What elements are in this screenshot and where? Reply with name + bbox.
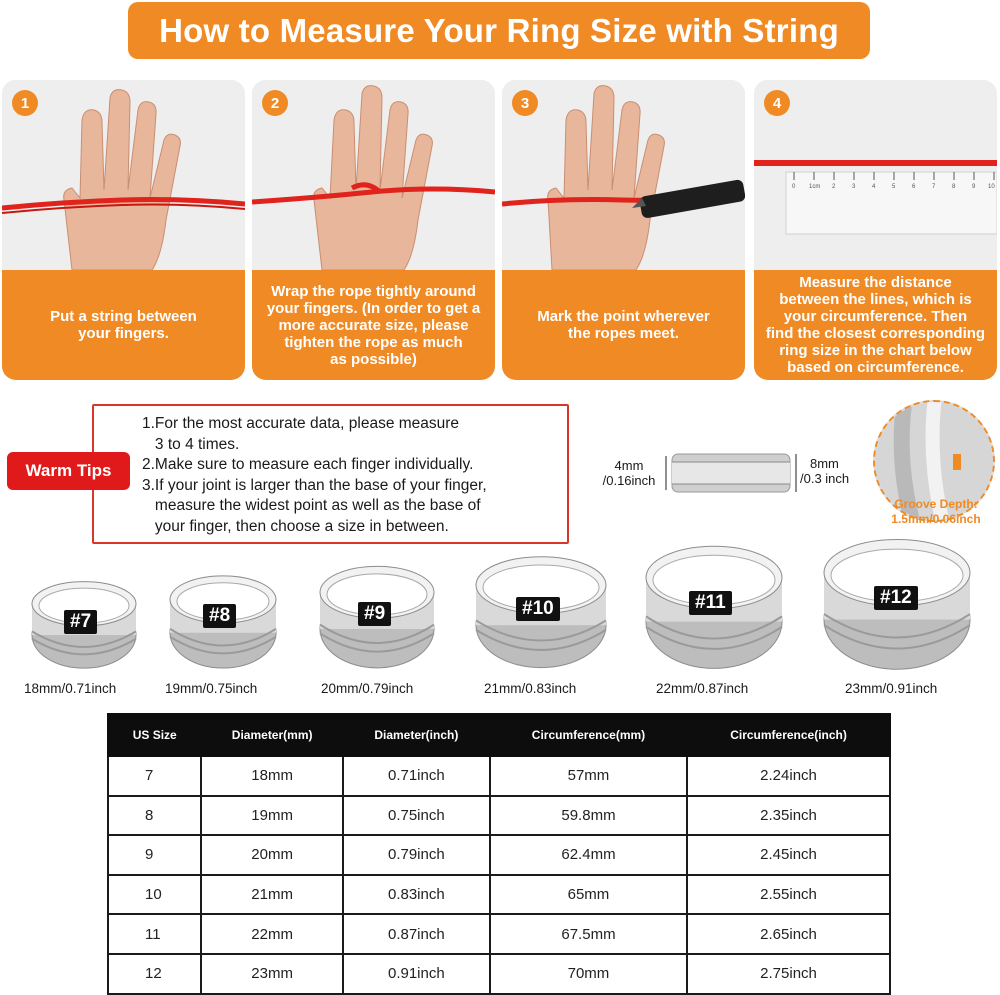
ring-size-label: 21mm/0.83inch <box>484 681 577 696</box>
ruler-tick-label: 7 <box>932 184 936 190</box>
step-card-1 <box>2 80 245 380</box>
ring-image <box>318 562 436 670</box>
step-number-badge: 4 <box>764 90 790 116</box>
ruler-tick-label: 0 <box>792 184 796 190</box>
step-caption: Mark the point wherever the ropes meet. <box>502 270 745 380</box>
ring-image <box>822 534 972 672</box>
table-header-row <box>108 714 890 756</box>
step-card-4 <box>754 80 997 380</box>
table-cell: 2.35inch <box>687 796 890 836</box>
ring-size-tag: #8 <box>203 604 236 628</box>
table-cell: 9 <box>108 835 201 875</box>
ring-size-label: 19mm/0.75inch <box>165 681 258 696</box>
table-cell: 0.87inch <box>343 914 490 954</box>
step-card-2 <box>252 80 495 380</box>
table-cell: 18mm <box>201 756 342 796</box>
table-cell: 11 <box>108 914 201 954</box>
step-number-badge: 3 <box>512 90 538 116</box>
ruler-tick-label: 4 <box>872 184 876 190</box>
ruler-tick-label: 10 <box>988 184 995 190</box>
ring-height-label: 8mm /0.3 inch <box>800 456 850 486</box>
step-number-badge: 1 <box>12 90 38 116</box>
ring-size-label: 20mm/0.79inch <box>321 681 414 696</box>
tip-line: 3.If your joint is larger than the base of your finger, <box>142 476 487 494</box>
table-cell: 22mm <box>201 914 342 954</box>
table-row <box>108 954 890 994</box>
table-cell: 57mm <box>490 756 687 796</box>
page-title: How to Measure Your Ring Size with String <box>128 2 870 59</box>
tip-line: 1.For the most accurate data, please measure <box>142 415 460 432</box>
table-cell: 0.83inch <box>343 875 490 915</box>
table-row <box>108 835 890 875</box>
ring-image <box>644 541 784 671</box>
table-cell: 59.8mm <box>490 796 687 836</box>
table-cell: 70mm <box>490 954 687 994</box>
table-cell: 2.65inch <box>687 914 890 954</box>
tip-line: 2.Make sure to measure each finger individually. <box>142 456 474 473</box>
table-cell: 62.4mm <box>490 835 687 875</box>
hand-marking-string-image <box>502 80 745 270</box>
step-number-badge: 2 <box>262 90 288 116</box>
table-row <box>108 875 890 915</box>
table-cell: 2.45inch <box>687 835 890 875</box>
table-cell: 20mm <box>201 835 342 875</box>
warm-tips-box <box>92 404 569 544</box>
hand-with-string-image <box>2 80 245 270</box>
table-row <box>108 756 890 796</box>
ring-size-label: 22mm/0.87inch <box>656 681 749 696</box>
table-cell: 23mm <box>201 954 342 994</box>
ring-image <box>168 572 278 670</box>
table-cell: 19mm <box>201 796 342 836</box>
ruler-tick-label: 2 <box>832 184 836 190</box>
ruler-tick-label: 3 <box>852 184 856 190</box>
ring-size-tag: #10 <box>516 597 560 621</box>
step-card-3 <box>502 80 745 380</box>
ring-size-table <box>107 713 891 995</box>
table-cell: 21mm <box>201 875 342 915</box>
ring-size-label: 18mm/0.71inch <box>24 681 117 696</box>
step-caption: Wrap the rope tightly around your fingers. (In order to get a more accurate size, please tighten the rope as much as possible) <box>252 270 495 380</box>
table-row <box>108 914 890 954</box>
hand-wrapped-string-image <box>252 80 495 270</box>
ruler-tick-label: 8 <box>952 184 956 190</box>
ring-size-tag: #12 <box>874 586 918 610</box>
step-caption: Put a string between your fingers. <box>2 270 245 380</box>
table-cell: 0.91inch <box>343 954 490 994</box>
ring-side-view-image <box>660 448 800 498</box>
ring-width-label: 4mm /0.16inch <box>602 458 656 488</box>
table-cell: 12 <box>108 954 201 994</box>
ring-size-tag: #9 <box>358 602 391 626</box>
ring-image <box>30 578 138 670</box>
table-header-cell: Diameter(mm) <box>201 714 342 756</box>
table-header-cell: US Size <box>108 714 201 756</box>
table-cell: 8 <box>108 796 201 836</box>
table-cell: 0.79inch <box>343 835 490 875</box>
table-row <box>108 796 890 836</box>
warm-tips-badge: Warm Tips <box>7 452 130 490</box>
table-cell: 7 <box>108 756 201 796</box>
ring-image <box>474 552 608 670</box>
table-cell: 2.55inch <box>687 875 890 915</box>
tip-line: measure the widest point as well as the base of <box>142 497 481 514</box>
table-cell: 0.71inch <box>343 756 490 796</box>
ruler-tick-label: 1cm <box>809 184 821 190</box>
ruler-tick-label: 6 <box>912 184 916 190</box>
ruler-tick-label: 5 <box>892 184 896 190</box>
ring-size-tag: #7 <box>64 610 97 634</box>
table-header-cell: Circumference(inch) <box>687 714 890 756</box>
table-cell: 10 <box>108 875 201 915</box>
table-cell: 0.75inch <box>343 796 490 836</box>
tip-line: your finger, then choose a size in between. <box>142 517 449 535</box>
ruler-measuring-image <box>754 80 997 270</box>
table-header-cell: Circumference(mm) <box>490 714 687 756</box>
table-cell: 65mm <box>490 875 687 915</box>
warm-tips-list <box>142 414 487 537</box>
tip-line: 3 to 4 times. <box>142 435 240 453</box>
table-cell: 2.24inch <box>687 756 890 796</box>
table-header-cell: Diameter(inch) <box>343 714 490 756</box>
ring-size-label: 23mm/0.91inch <box>845 681 938 696</box>
ruler-tick-label: 9 <box>972 184 976 190</box>
ring-size-tag: #11 <box>689 591 732 615</box>
table-cell: 2.75inch <box>687 954 890 994</box>
groove-depth-label: Groove Depth: 1.5mm/0.06inch <box>891 497 981 526</box>
table-cell: 67.5mm <box>490 914 687 954</box>
step-caption: Measure the distance between the lines, which is your circumference. Then find the closest corresponding ring size in the chart below based on circumference. <box>754 270 997 380</box>
